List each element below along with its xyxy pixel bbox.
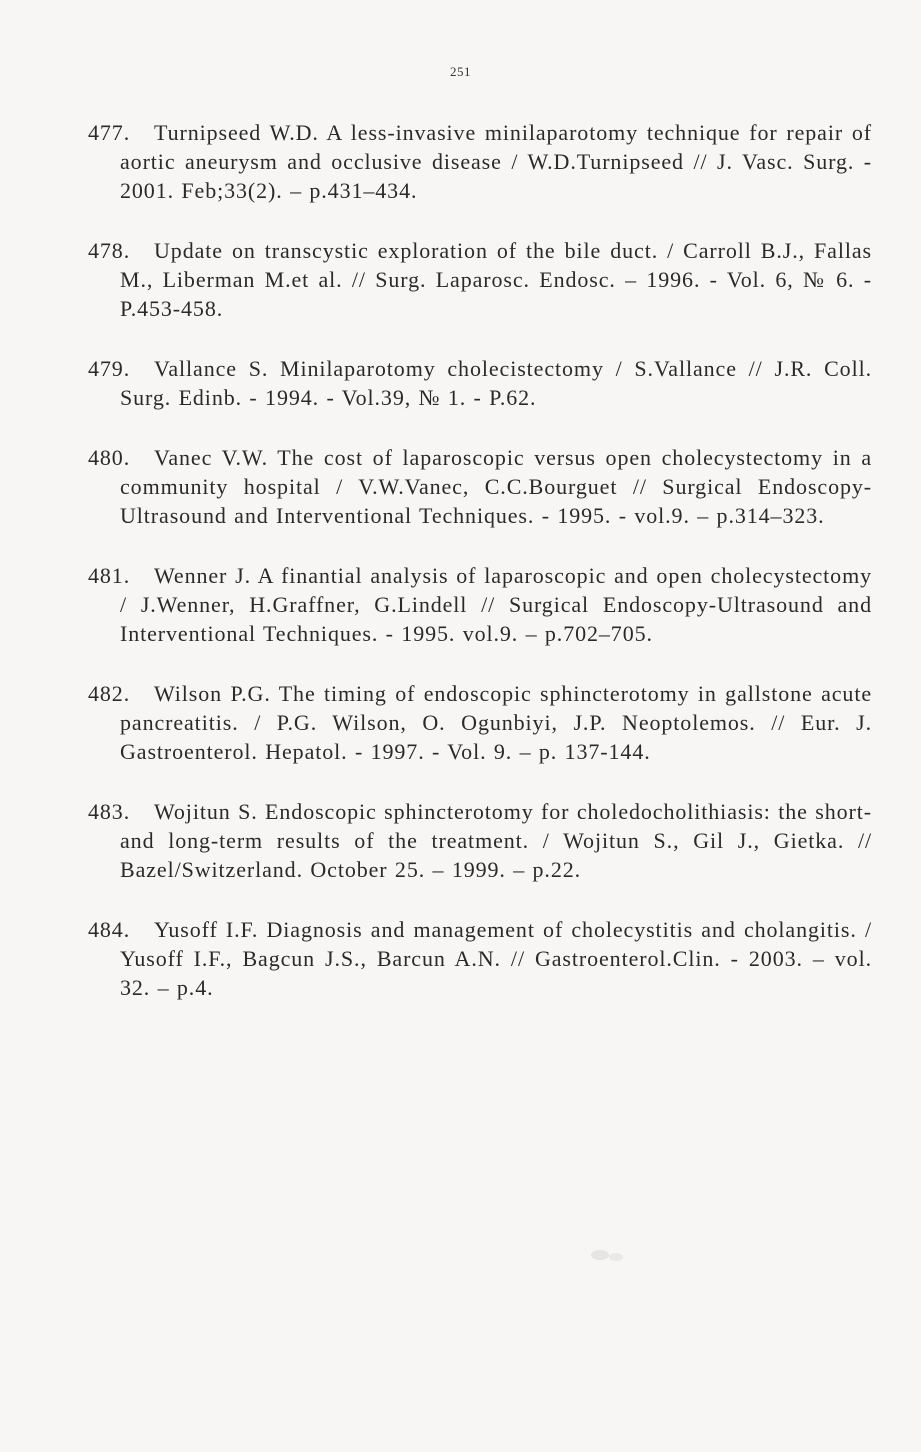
reference-number: 480. bbox=[88, 445, 131, 470]
page-number: 251 bbox=[450, 64, 471, 79]
reference-item bbox=[88, 561, 872, 648]
reference-list bbox=[88, 118, 872, 1033]
paper-smudge bbox=[588, 1245, 628, 1265]
reference-number: 484. bbox=[88, 917, 131, 942]
reference-number: 483. bbox=[88, 799, 131, 824]
reference-item bbox=[88, 236, 872, 323]
reference-number: 481. bbox=[88, 563, 131, 588]
reference-number: 482. bbox=[88, 681, 131, 706]
reference-item bbox=[88, 915, 872, 1002]
reference-number: 477. bbox=[88, 120, 131, 145]
reference-text: Update on transcystic exploration of the bile duct. / Carroll B.J., Fallas M., Liberman M.et al. // Surg. Laparosc. Endosc. – 1996. - Vol. 6, № 6. - P.453-458. bbox=[120, 238, 872, 321]
reference-number: 479. bbox=[88, 356, 131, 381]
reference-text: Wenner J. A finantial analysis of laparoscopic and open cholecystectomy / J.Wenner, H.Graffner, G.Lindell // Surgical Endoscopy-Ultrasound and Interventional Techniques. - 1995. vol.9. – p.702–705. bbox=[120, 563, 872, 646]
reference-text: Turnipseed W.D. A less-invasive minilaparotomy technique for repair of aortic aneurysm and occlusive disease / W.D.Turnipseed // J. Vasc. Surg. - 2001. Feb;33(2). – p.431–434. bbox=[120, 120, 872, 203]
reference-text: Yusoff I.F. Diagnosis and management of cholecystitis and cholangitis. / Yusoff I.F., Bagcun J.S., Barcun A.N. // Gastroenterol.Clin. - 2003. – vol. 32. – p.4. bbox=[120, 917, 872, 1000]
reference-item bbox=[88, 443, 872, 530]
reference-text: Wojitun S. Endoscopic sphincterotomy for choledocholithiasis: the short- and long-term results of the treatment. / Wojitun S., Gil J., Gietka. // Bazel/Switzerland. October 25. – 1999. – p.22. bbox=[120, 799, 872, 882]
reference-number: 478. bbox=[88, 238, 131, 263]
reference-text: Vallance S. Minilaparotomy cholecistectomy / S.Vallance // J.R. Coll. Surg. Edinb. - 1994. - Vol.39, № 1. - P.62. bbox=[120, 356, 872, 410]
reference-text: Wilson P.G. The timing of endoscopic sphincterotomy in gallstone acute pancreatitis. / P.G. Wilson, O. Ogunbiyi, J.P. Neoptolemos. // Eur. J. Gastroenterol. Hepatol. - 1997. - Vol. 9. – p. 137-144. bbox=[120, 681, 872, 764]
reference-text: Vanec V.W. The cost of laparoscopic versus open cholecystectomy in a community hospital / V.W.Vanec, C.C.Bourguet // Surgical Endoscopy-Ultrasound and Interventional Techniques. - 1995. - vol.9. – p.314–323. bbox=[120, 445, 872, 528]
reference-item bbox=[88, 118, 872, 205]
reference-item bbox=[88, 679, 872, 766]
reference-item bbox=[88, 354, 872, 412]
reference-item bbox=[88, 797, 872, 884]
